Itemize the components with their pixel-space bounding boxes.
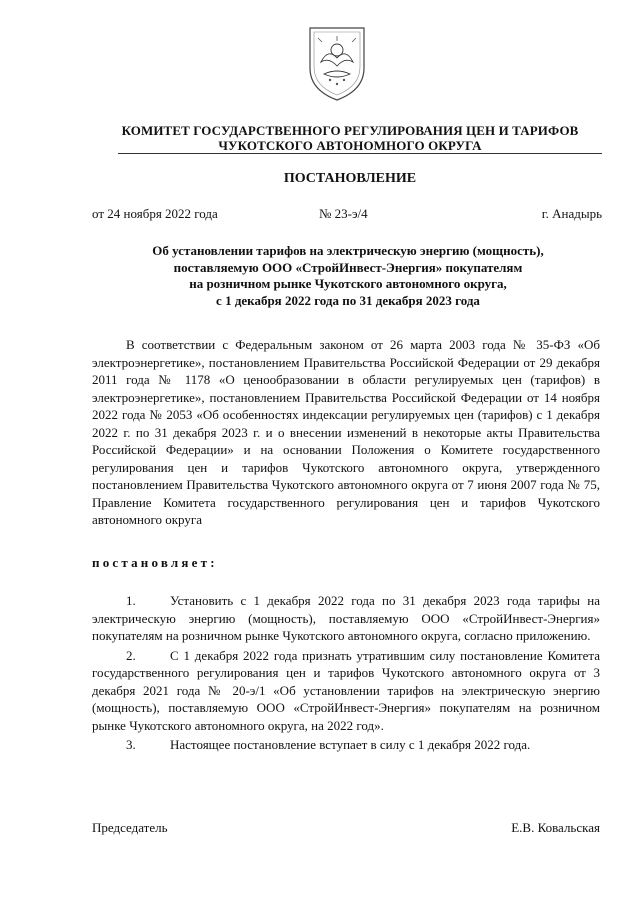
committee-name: [90, 124, 610, 153]
decree-items: [92, 592, 600, 756]
item-number: 1.: [126, 593, 136, 608]
header-divider: [118, 153, 602, 154]
document-type: ПОСТАНОВЛЕНИЕ: [283, 171, 417, 186]
subject-line2: поставляемую ООО «СтройИнвест-Энергия» покупателям: [173, 259, 523, 275]
item-number: 2.: [126, 647, 136, 663]
decree-item: [92, 736, 600, 754]
committee-name-line1: КОМИТЕТ ГОСУДАРСТВЕННОГО РЕГУЛИРОВАНИЯ ЦЕН И ТАРИФОВ: [121, 123, 579, 138]
item-text: Установить с 1 декабря 2022 года по 31 декабря 2023 года тарифы на электрическую энергию (мощность), поставляемую ООО «СтройИнвест-Энергия» покупателям на розничном рынке Чукотского автономного округа, согласно приложению.: [92, 593, 600, 643]
subject-line1: Об установлении тарифов на электрическую энергию (мощность),: [152, 243, 544, 258]
decree-item: [92, 592, 600, 645]
signatory-name: Е.В. Ковальская: [511, 820, 600, 835]
coat-of-arms-icon: [304, 22, 370, 104]
decree-word: постановляет:: [92, 555, 218, 570]
item-text: Настоящее постановление вступает в силу с 1 декабря 2022 года.: [170, 737, 531, 752]
document-number: № 23-э/4: [319, 206, 368, 221]
signatory-title: Председатель: [92, 820, 168, 835]
decree-item: [92, 647, 600, 735]
document-date: от 24 ноября 2022 года: [92, 206, 218, 221]
subject-line3: на розничном рынке Чукотского автономного округа,: [189, 276, 507, 291]
item-number: 3.: [126, 737, 136, 752]
document-subject: [92, 243, 604, 309]
preamble-paragraph: В соответствии с Федеральным законом от 26 марта 2003 года № 35-ФЗ «Об электроэнергетике», постановлением Правительства Российской Федерации от 29 декабря 2011 года № 1178 «О ценообразовании в области регулируемых цен (тарифов) в электроэнергетике», постановлением Правительства Российской Федерации от 14 ноября 2022 года № 2053 «Об особенностях индексации регулируемых цен (тарифов) с 1 декабря 2022 г. по 31 декабря 2023 г. и о внесении изменений в некоторые акты Правительства Российской Федерации» и на основании Положения о Комитете государственного регулирования цен и тарифов Чукотского автономного округа, утвержденного постановлением Правительства Чукотского автономного округа от 7 июня 2007 года № 75, Правление Комитета государственного регулирования цен и тарифов Чукотского автономного округа: [92, 337, 600, 527]
document-city: г. Анадырь: [541, 206, 602, 221]
committee-name-line2: ЧУКОТСКОГО АВТОНОМНОГО ОКРУГА: [218, 137, 482, 153]
item-text: С 1 декабря 2022 года признать утратившим силу постановление Комитета государственного регулирования цен и тарифов Чукотского автономного округа от 3 декабря 2021 года № 20-э/1 «Об установлении тарифов на электрическую энергию (мощность), поставляемую ООО «СтройИнвест-Энергия» покупателям на розничном рынке Чукотского автономного округа, на 2022 год».: [92, 647, 600, 733]
subject-line4: с 1 декабря 2022 года по 31 декабря 2023 года: [216, 292, 480, 308]
